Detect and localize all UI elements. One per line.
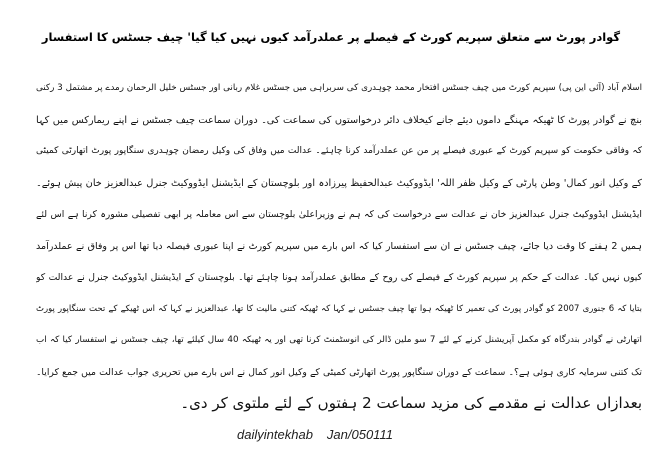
article-line: ہمیں 2 ہفتے کا وقت دیا جائے، چیف جسٹس نے ان سے استفسار کیا کہ اس بارے میں سپریم کورٹ نے اپنا عبوری فیصلہ دیا تھا اس پر وفاق نے عملدرآمد: [36, 240, 642, 252]
source-name: dailyintekhab: [237, 427, 313, 442]
article-line: بتایا کہ 6 جنوری 2007 کو گوادر پورٹ کی تعمیر کا ٹھیکہ ہوا تھا چیف جسٹس نے کہا کہ ٹھیکہ کتنی مالیت کا تھا، عبدالعزیز نے کہا کہ اس ٹھیکے کے تحت سنگاپور پورٹ: [36, 303, 642, 314]
article-line: کیوں نہیں کیا۔ عدالت کے حکم پر سپریم کورٹ کے فیصلے کی روح کے مطابق عملدرآمد ہونا چاہئے تھا۔ بلوچستان کے ایڈیشنل ایڈووکیٹ جنرل نے عدالت کو: [36, 272, 642, 283]
article-body: [36, 73, 642, 420]
article-line: ایڈیشنل ایڈووکیٹ جنرل عبدالعزیز خان نے عدالت سے درخواست کی کہ ہم نے وزیراعلیٰ بلوچستان سے اس معاملہ پر ابھی تفصیلی مشورہ کرنا ہے اس لئے: [36, 209, 642, 220]
article-line: کہ وفاقی حکومت کو سپریم کورٹ کے عبوری فیصلے پر من عن عملدرآمد کرنا چاہئے۔ عدالت میں وفاق کی وکیل رمضان چوہدری سنگاپور پورٹ اتھارٹی کمیٹی: [36, 146, 642, 156]
article-line: تک کتنی سرمایہ کاری ہوئی ہے؟۔ سماعت کے دوران سنگاپور پورٹ اتھارٹی کمیٹی کے وکیل انور کمال نے اس بارے میں تحریری جواب عدالت میں جمع کرایا۔: [36, 366, 642, 378]
source-reference: Jan/050111: [326, 427, 393, 442]
article-line: بنچ نے گوادر پورٹ کا ٹھیکہ مہنگے داموں دیئے جانے کیخلاف دائر درخواستوں کی سماعت کی۔ دوران سماعت چیف جسٹس نے اپنے ریمارکس میں کہا: [36, 114, 642, 126]
source-footer: [150, 425, 480, 445]
article-line: اسلام آباد (آئی این پی) سپریم کورٹ میں چیف جسٹس افتخار محمد چوہدری کی سربراہی میں جسٹس غلام ربانی اور جسٹس خلیل الرحمان رمدے پر مشتمل 3 رکنی: [36, 83, 642, 93]
article-line: کے وکیل انور کمال' وطن پارٹی کے وکیل ظفر اللہ' ایڈووکیٹ عبدالحفیظ پیرزادہ اور بلوچستان کے ایڈیشنل ایڈووکیٹ جنرل عبدالعزیز خان پیش ہوئے۔: [36, 177, 642, 189]
headline: گوادر پورٹ سے متعلق سپریم کورٹ کے فیصلے پر عملدرآمد کیوں نہیں کیا گیا' چیف جسٹس کا استفسار: [41, 30, 621, 44]
article-line-last: بعدازاں عدالت نے مقدمے کی مزید سماعت 2 ہفتوں کے لئے ملتوی کر دی۔: [180, 394, 642, 412]
article-line: اتھارٹی نے گوادر بندرگاہ کو مکمل آپریشنل کرنے کے لئے 7 سو ملین ڈالر کی انوسٹمنٹ کرنا تھی اور یہ ٹھیکہ 40 سال کیلئے تھا، چیف جسٹس نے استفسار کیا کہ اب: [36, 335, 642, 345]
